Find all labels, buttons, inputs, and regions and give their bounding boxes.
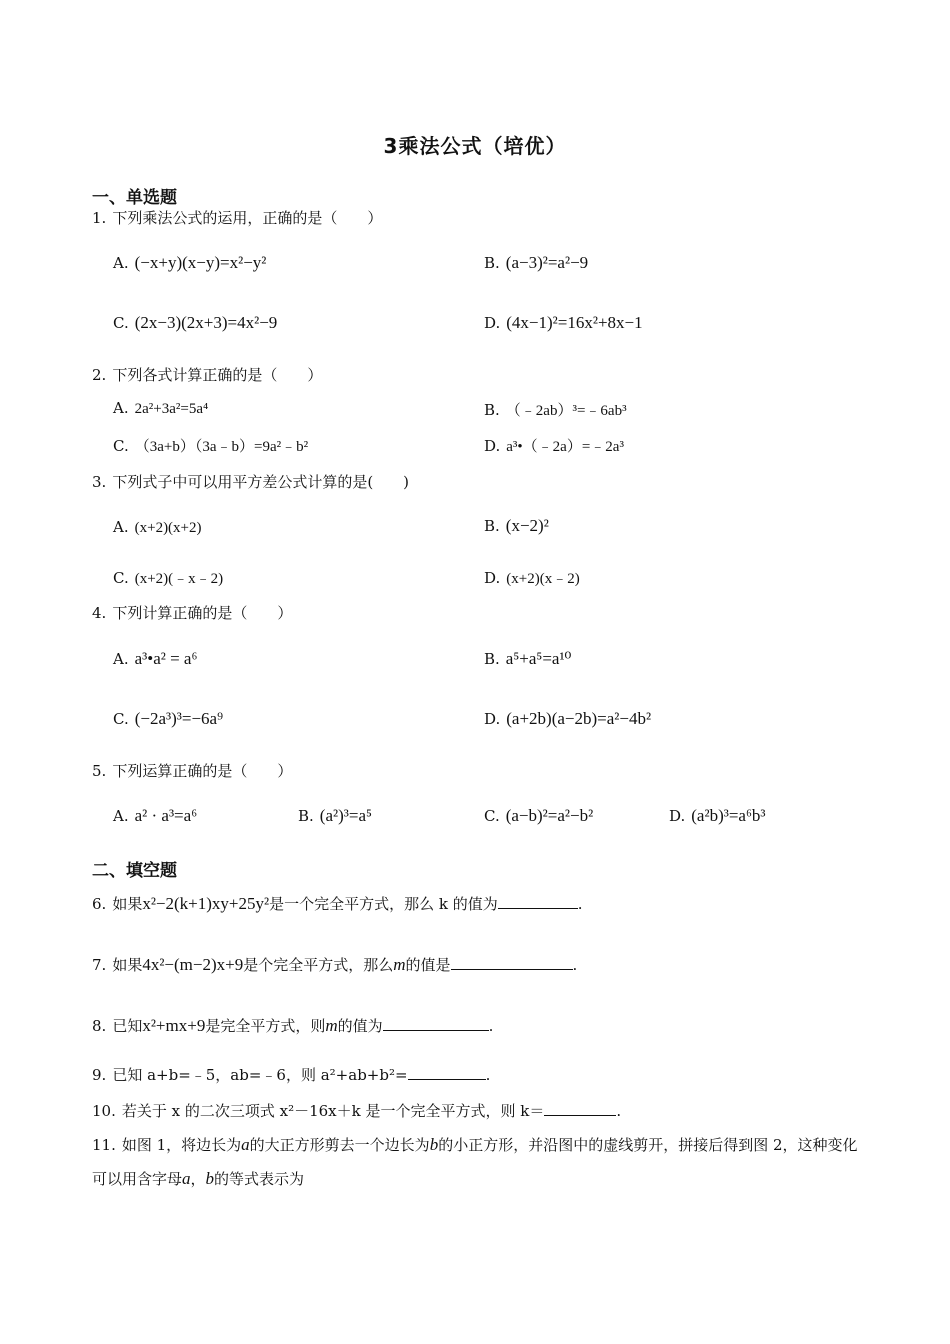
q3-option-c-expr: (x+2)(﹣x﹣2): [134, 571, 224, 587]
question-4: 4. 下列计算正确的是（ ）: [92, 604, 293, 622]
q1-option-b[interactable]: B. (a−3)²=a²−9: [484, 253, 589, 272]
answer-blank-7[interactable]: [451, 954, 573, 970]
q5-option-d[interactable]: D. (a²b)³=a⁶b³: [669, 806, 766, 825]
q5-option-c[interactable]: C. (a−b)²=a²−b²: [484, 806, 594, 825]
q2-option-b[interactable]: B. （﹣2ab）³=﹣6ab³: [484, 401, 627, 419]
q4-option-a-expr: a³•a² = a⁶: [134, 649, 198, 668]
question-7-expr: 4x²−(m−2)x+9: [142, 955, 244, 974]
q5-option-a[interactable]: A. a² · a³=a⁶: [113, 806, 198, 825]
q3-option-b-expr: (x−2)²: [505, 516, 549, 535]
q5-option-b-expr: (a²)³=a⁵: [319, 806, 372, 825]
q5-option-c-expr: (a−b)²=a²−b²: [505, 806, 594, 825]
q3-option-d[interactable]: D. (x+2)(x﹣2): [484, 569, 580, 587]
q2-option-c-expr: （3a+b）（3a﹣b）=9a²﹣b²: [134, 439, 309, 455]
question-10: 10. 若关于 x 的二次三项式 x²－16x＋k 是一个完全平方式，则 k＝ .: [92, 1102, 622, 1120]
question-8-expr: x²+mx+9: [142, 1016, 206, 1035]
q5-option-a-expr: a² · a³=a⁶: [134, 806, 198, 825]
q2-option-d-expr: a³•（﹣2a）=﹣2a³: [506, 439, 624, 455]
q2-option-a-expr: 2a²+3a²=5a⁴: [134, 401, 209, 417]
question-6-expr: x²−2(k+1)xy+25y²: [142, 894, 270, 913]
q5-option-b[interactable]: B. (a²)³=a⁵: [298, 806, 372, 825]
q1-option-a[interactable]: A. (−x+y)(x−y)=x²−y²: [113, 253, 267, 272]
q4-option-d[interactable]: D. (a+2b)(a−2b)=a²−4b²: [484, 709, 652, 728]
q1-option-a-expr: (−x+y)(x−y)=x²−y²: [134, 253, 267, 272]
question-5-text: 下列运算正确的是（ ）: [112, 762, 293, 780]
question-1-text: 下列乘法公式的运用，正确的是（ ）: [112, 209, 383, 227]
question-4-text: 下列计算正确的是（ ）: [112, 604, 293, 622]
answer-blank-6[interactable]: [498, 893, 578, 909]
q4-option-a[interactable]: A. a³•a² = a⁶: [113, 649, 198, 668]
question-1: 1. 下列乘法公式的运用，正确的是（ ）: [92, 209, 383, 227]
answer-blank-10[interactable]: [544, 1100, 616, 1116]
q4-option-b[interactable]: B. a⁵+a⁵=a¹⁰: [484, 649, 572, 668]
q1-option-c[interactable]: C. (2x−3)(2x+3)=4x²−9: [113, 313, 278, 332]
question-9-text: 已知 a+b=﹣5，ab=﹣6，则 a²+ab+b²=: [112, 1066, 408, 1084]
question-10-text: 若关于 x 的二次三项式 x²－16x＋k 是一个完全平方式，则 k＝: [121, 1102, 545, 1120]
question-5: 5. 下列运算正确的是（ ）: [92, 762, 293, 780]
q3-option-a-expr: (x+2)(x+2): [134, 520, 202, 536]
q3-option-b[interactable]: B. (x−2)²: [484, 516, 549, 535]
question-3: 3. 下列式子中可以用平方差公式计算的是( ): [92, 473, 410, 491]
question-6: 6. 如果x²−2(k+1)xy+25y²是一个完全平方式，那么 k 的值为 .: [92, 894, 583, 913]
q2-option-c[interactable]: C. （3a+b）（3a﹣b）=9a²﹣b²: [113, 437, 309, 455]
q3-option-d-expr: (x+2)(x﹣2): [506, 571, 580, 587]
question-2: 2. 下列各式计算正确的是（ ）: [92, 366, 323, 384]
q1-option-d-expr: (4x−1)²=16x²+8x−1: [506, 313, 643, 332]
question-11: 11. 如图 1，将边长为a的大正方形剪去一个边长为b的小正方形，并沿图中的虚线剪开，拼接后得到图 2，这种变化可以用含字母a，b的等式表示为: [92, 1135, 858, 1188]
question-7: 7. 如果4x²−(m−2)x+9是个完全平方式，那么m的值是 .: [92, 955, 578, 974]
page-title: 3乘法公式（培优）: [383, 134, 567, 158]
q5-option-d-expr: (a²b)³=a⁶b³: [691, 806, 766, 825]
q1-option-d[interactable]: D. (4x−1)²=16x²+8x−1: [484, 313, 643, 332]
q4-option-c[interactable]: C. (−2a³)³=−6a⁹: [113, 709, 224, 728]
q3-option-c[interactable]: C. (x+2)(﹣x﹣2): [113, 569, 224, 587]
q3-option-a[interactable]: A. (x+2)(x+2): [113, 518, 202, 536]
q2-option-d[interactable]: D. a³•（﹣2a）=﹣2a³: [484, 437, 624, 455]
q4-option-c-expr: (−2a³)³=−6a⁹: [134, 709, 224, 728]
answer-blank-9[interactable]: [408, 1064, 486, 1080]
question-3-text: 下列式子中可以用平方差公式计算的是( ): [112, 473, 410, 491]
q1-option-c-expr: (2x−3)(2x+3)=4x²−9: [134, 313, 278, 332]
q2-option-a[interactable]: A. 2a²+3a²=5a⁴: [113, 399, 209, 417]
answer-blank-8[interactable]: [383, 1015, 489, 1031]
q1-option-b-expr: (a−3)²=a²−9: [505, 253, 589, 272]
question-9: 9. 已知 a+b=﹣5，ab=﹣6，则 a²+ab+b²= .: [92, 1066, 491, 1084]
q4-option-b-expr: a⁵+a⁵=a¹⁰: [505, 649, 572, 668]
q2-option-b-expr: （﹣2ab）³=﹣6ab³: [505, 403, 627, 419]
section-heading-single-choice: 一、单选题: [92, 188, 177, 208]
question-8: 8. 已知x²+mx+9是完全平方式，则m的值为 .: [92, 1016, 494, 1035]
section-heading-fill-blank: 二、填空题: [92, 861, 177, 881]
q4-option-d-expr: (a+2b)(a−2b)=a²−4b²: [506, 709, 652, 728]
question-2-text: 下列各式计算正确的是（ ）: [112, 366, 323, 384]
